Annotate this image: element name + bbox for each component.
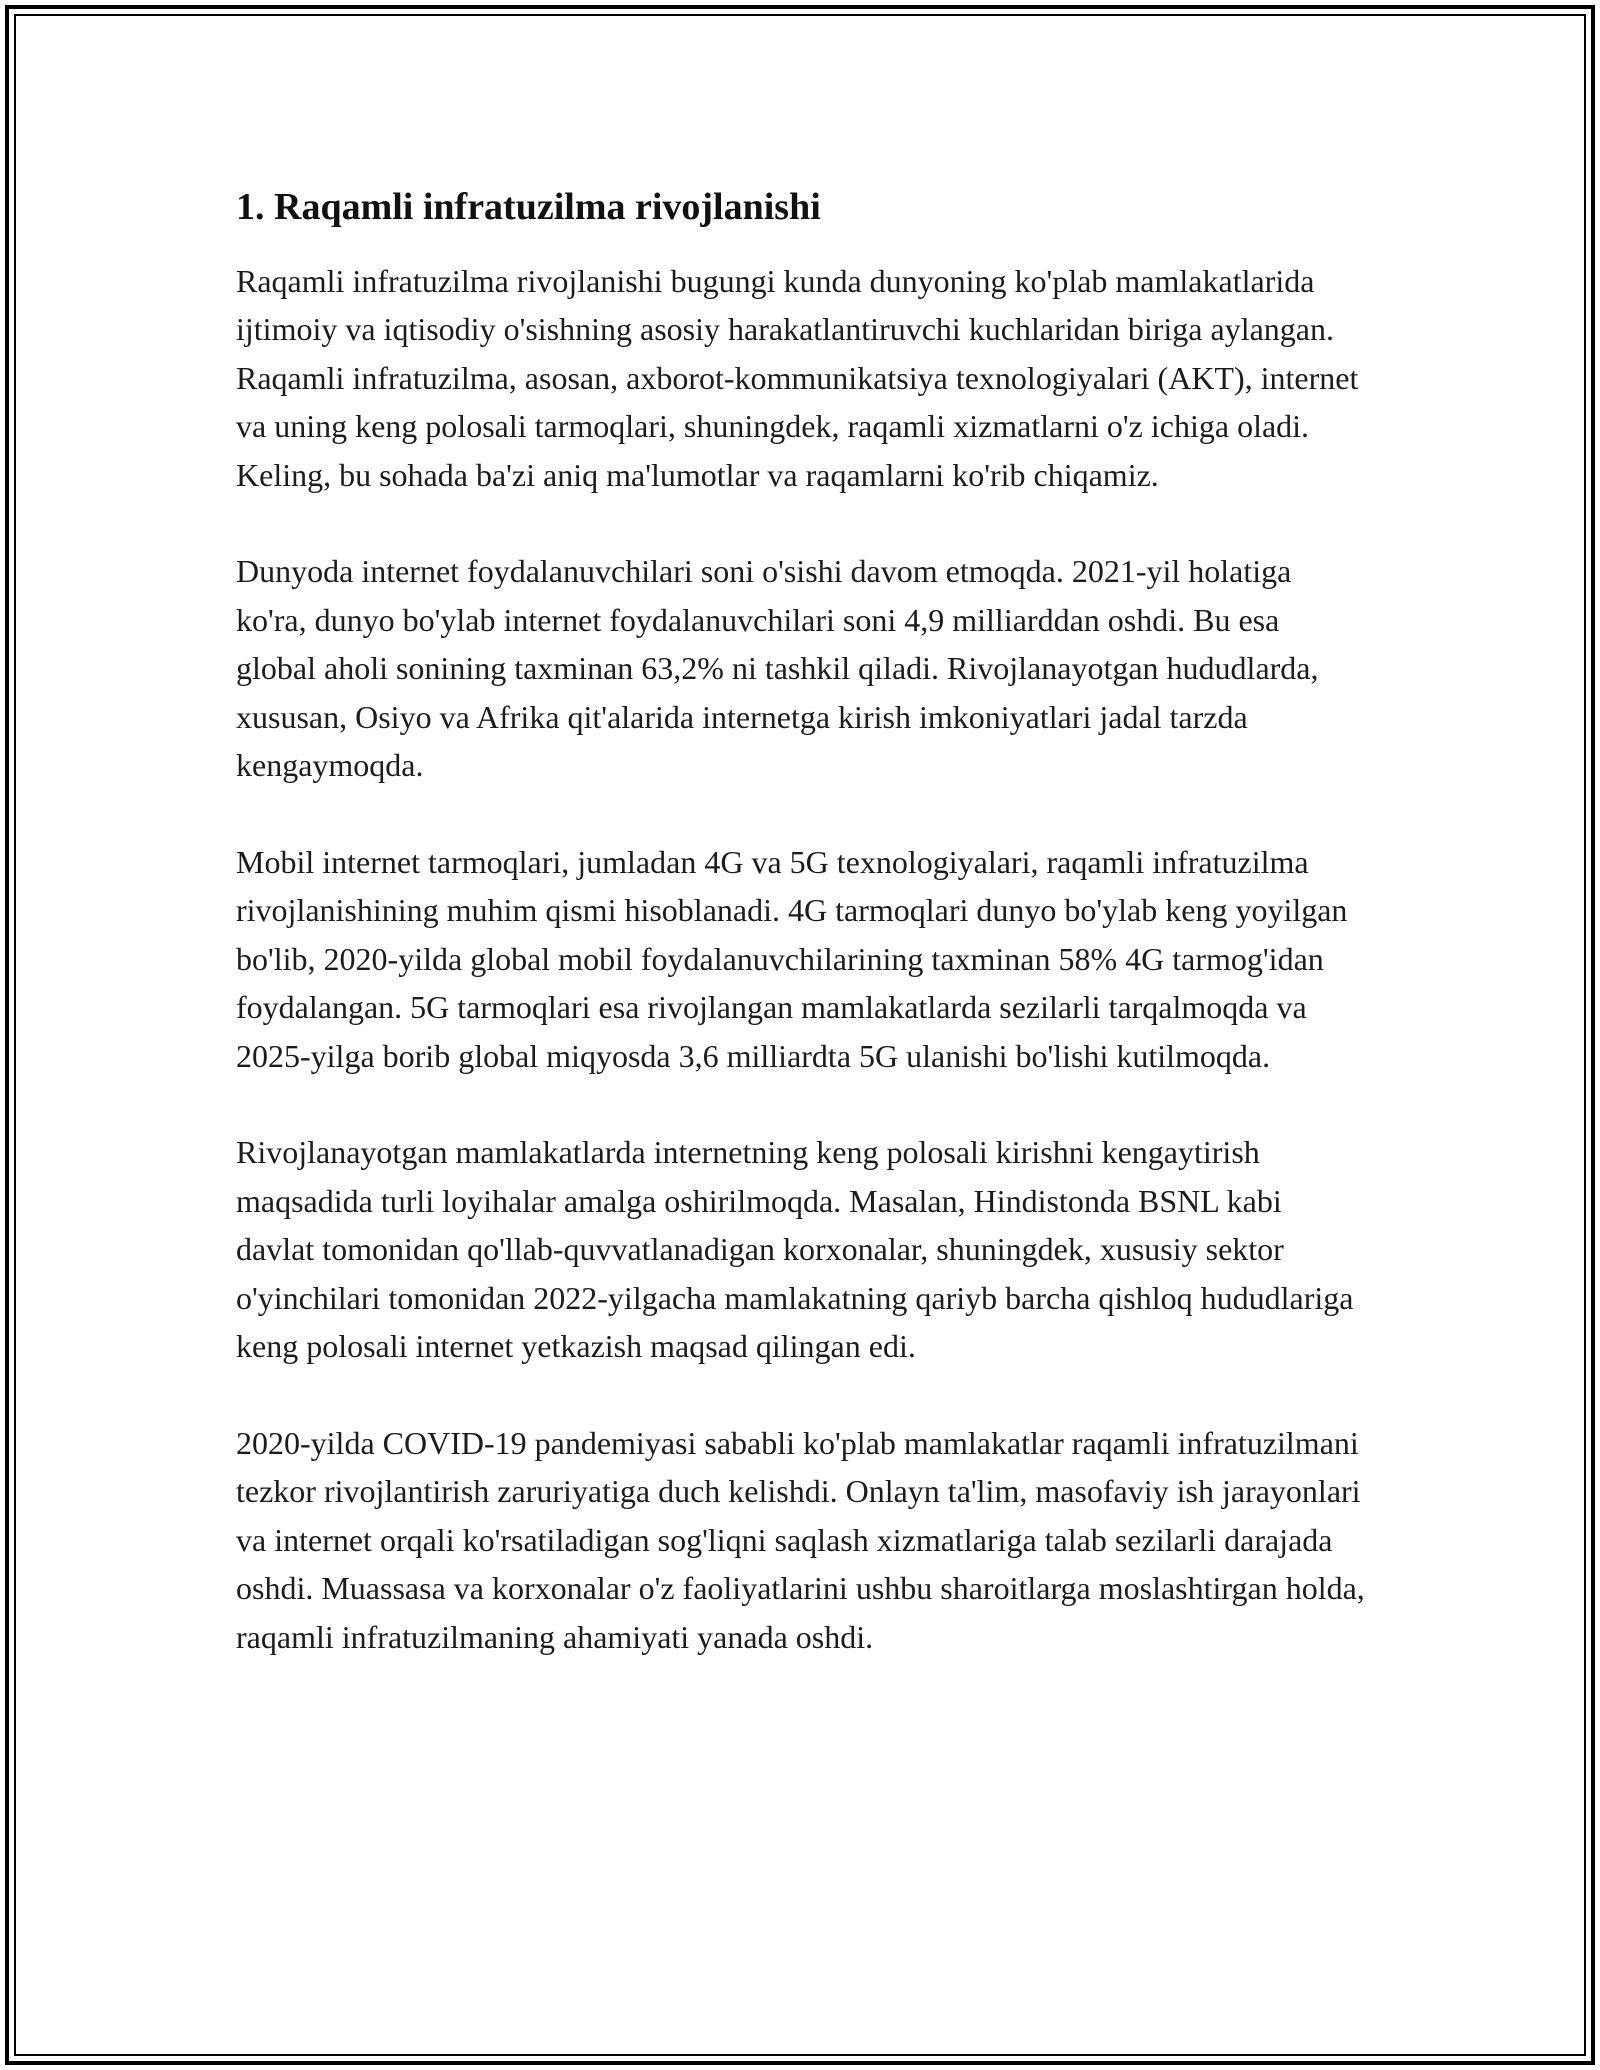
paragraph-5: 2020-yilda COVID-19 pandemiyasi sababli ko'plab mamlakatlar raqamli infratuzilmani tezkor rivojlantirish zaruriyatiga duch kelishdi. Onlayn ta'lim, masofaviy ish jarayonlari va internet orqali ko'rsatiladigan sog'liqni saqlash xizmatlariga talab sezilarli darajada oshdi. Muassasa va korxonalar o'z faoliyatlarini ushbu sharoitlarga moslashtirgan holda, raqamli infratuzilmaning ahamiyati yanada oshdi.	[236, 1424, 1365, 1655]
section-heading: 1. Raqamli infratuzilma rivojlanishi	[236, 186, 821, 228]
paragraph-3: Mobil internet tarmoqlari, jumladan 4G va 5G texnologiyalari, raqamli infratuzilma rivojlanishining muhim qismi hisoblanadi. 4G tarmoqlari dunyo bo'ylab keng yoyilgan bo'lib, 2020-yilda global mobil foydalanuvchilarining taxminan 58% 4G tarmog'idan foydalangan. 5G tarmoqlari esa rivojlangan mamlakatlarda sezilarli tarqalmoqda va 2025-yilga borib global miqyosda 3,6 milliardta 5G ulanishi bo'lishi kutilmoqda.	[236, 843, 1348, 1074]
paragraph-1: Raqamli infratuzilma rivojlanishi bugungi kunda dunyoning ko'plab mamlakatlarida ijtimoiy va iqtisodiy o'sishning asosiy harakatlantiruvchi kuchlaridan biriga aylangan. Raqamli infratuzilma, asosan, axborot-kommunikatsiya texnologiyalari (AKT), internet va uning keng polosali tarmoqlari, shuningdek, raqamli xizmatlarni o'z ichiga oladi. Keling, bu sohada ba'zi aniq ma'lumotlar va raqamlarni ko'rib chiqamiz.	[236, 262, 1359, 493]
document-body	[236, 185, 1366, 1709]
paragraph-2: Dunyoda internet foydalanuvchilari soni o'sishi davom etmoqda. 2021-yil holatiga ko'ra, dunyo bo'ylab internet foydalanuvchilari soni 4,9 milliarddan oshdi. Bu esa global aholi sonining taxminan 63,2% ni tashkil qiladi. Rivojlanayotgan hududlarda, xususan, Osiyo va Afrika qit'alarida internetga kirish imkoniyatlari jadal tarzda kengaymoqda.	[236, 553, 1319, 784]
paragraph-4: Rivojlanayotgan mamlakatlarda internetning keng polosali kirishni kengaytirish maqsadida turli loyihalar amalga oshirilmoqda. Masalan, Hindistonda BSNL kabi davlat tomonidan qo'llab-quvvatlanadigan korxonalar, shuningdek, xususiy sektor o'yinchilari tomonidan 2022-yilgacha mamlakatning qariyb barcha qishloq hududlariga keng polosali internet yetkazish maqsad qilingan edi.	[236, 1134, 1354, 1365]
